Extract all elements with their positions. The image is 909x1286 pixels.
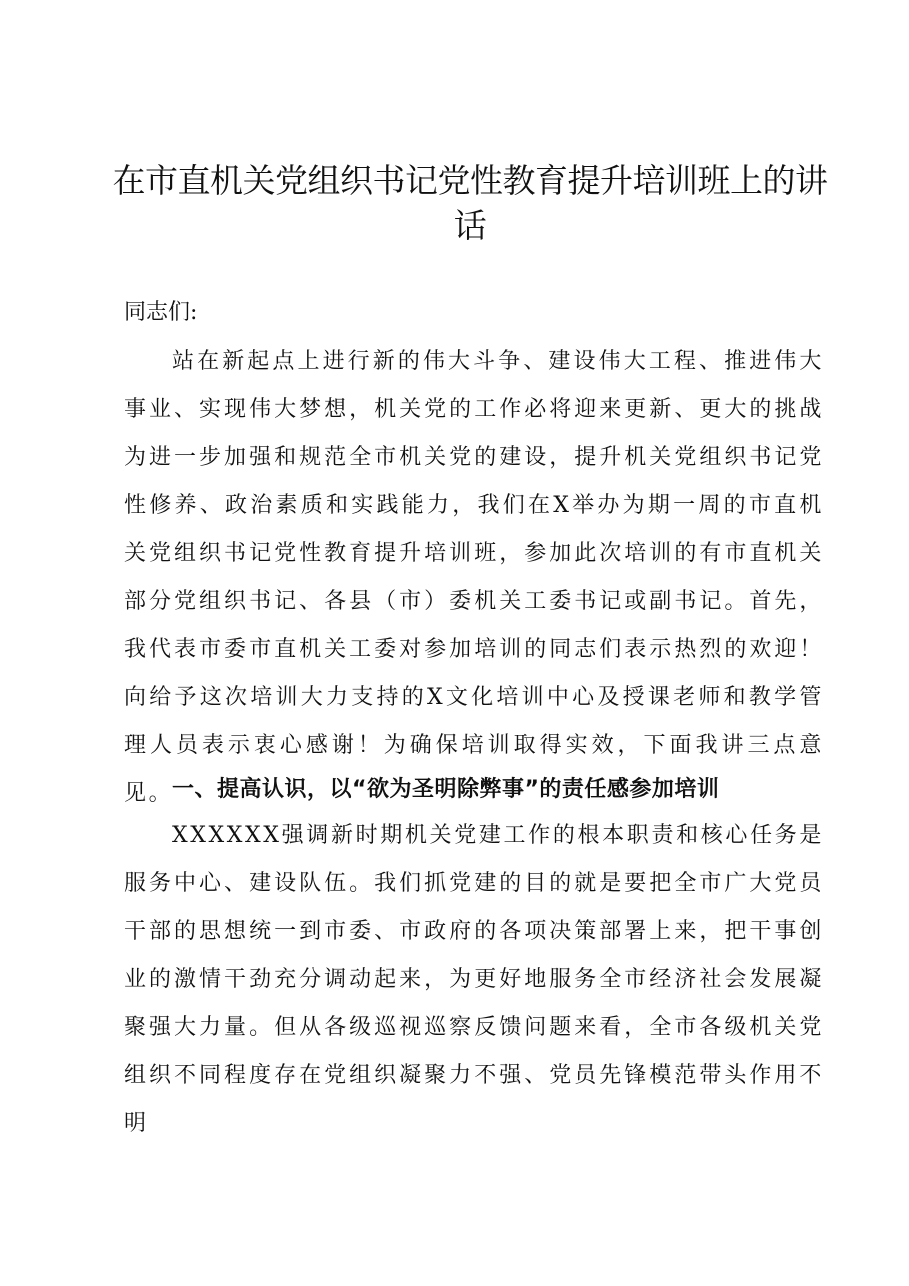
section-heading-one: 一、提高认识，以“欲为圣明除弊事”的责任感参加培训: [172, 777, 720, 802]
document-title: 在市直机关党组织书记党性教育提升培训班上的讲话: [112, 161, 828, 245]
paragraph-section-one: XXXXXX强调新时期机关党建工作的根本职责和核心任务是服务中心、建设队伍。我们抓党建的目的就是要把全市广大党员干部的思想统一到市委、市政府的各项决策部署上来，把干事创业的激情干劲充分调动起来，为更好地服务全市经济社会发展凝聚强大力量。但从各级巡视巡察反馈问题来看，全市各级机关党组织不同程度存在党组织凝聚力不强、党员先锋模范带头作用不明: [124, 823, 824, 1136]
salutation: 同志们:: [124, 300, 198, 325]
paragraph-intro: 站在新起点上进行新的伟大斗争、建设伟大工程、推进伟大事业、实现伟大梦想，机关党的工作必将迎来更新、更大的挑战为进一步加强和规范全市机关党的建设，提升机关党组织书记党性修养、政治素质和实践能力，我们在X举办为期一周的市直机关党组织书记党性教育提升培训班，参加此次培训的有市直机关部分党组织书记、各县（市）委机关工委书记或副书记。首先，我代表市委市直机关工委对参加培训的同志们表示热烈的欢迎！向给予这次培训大力支持的X文化培训中心及授课老师和教学管理人员表示衷心感谢！为确保培训取得实效，下面我讲三点意见。: [124, 349, 824, 806]
